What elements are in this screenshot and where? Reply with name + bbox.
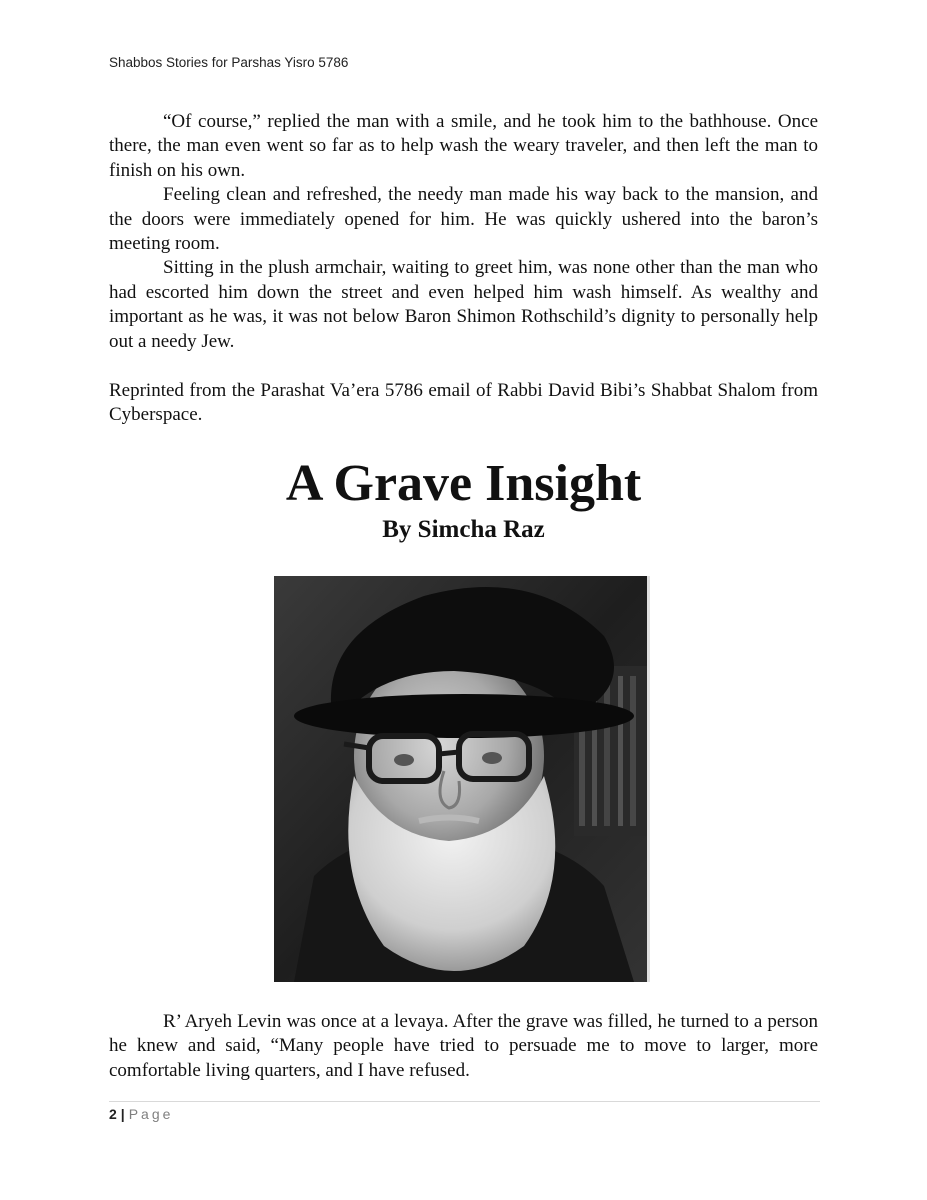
footer-separator: | — [120, 1106, 125, 1122]
portrait-photo — [274, 576, 650, 982]
story-two-body — [109, 1010, 818, 1083]
page-label: Page — [128, 1106, 174, 1122]
story-paragraph: R’ Aryeh Levin was once at a levaya. After the grave was filled, he turned to a person he knew and said, “Many people have tried to persuade me to move to larger, more comfortable living quarters, and I have refused. — [109, 1011, 818, 1081]
running-header: Shabbos Stories for Parshas Yisro 5786 — [109, 55, 349, 70]
reprint-credit: Reprinted from the Parashat Va’era 5786 email of Rabbi David Bibi’s Shabbat Shalom from Cyberspace. — [109, 380, 818, 426]
story-paragraph: “Of course,” replied the man with a smile, and he took him to the bathhouse. Once there, the man even went so far as to help wash the weary traveler, and then left the man to finish on his own. — [109, 111, 818, 181]
page-footer — [109, 1106, 173, 1122]
article-title: A Grave Insight — [285, 455, 642, 512]
story-paragraph: Feeling clean and refreshed, the needy man made his way back to the mansion, and the doors were immediately opened for him. He was quickly ushered into the baron’s meeting room. — [109, 184, 818, 255]
page-number: 2 — [109, 1106, 117, 1122]
article-byline: By Simcha Raz — [382, 516, 545, 543]
story-one-body — [109, 110, 818, 428]
footer-divider — [109, 1101, 820, 1102]
story-paragraph: Sitting in the plush armchair, waiting to greet him, was none other than the man who had escorted him down the street and even helped him wash himself. As wealthy and important as he was, it was not below Baron Shimon Rothschild’s dignity to personally help out a needy Jew. — [109, 257, 818, 352]
